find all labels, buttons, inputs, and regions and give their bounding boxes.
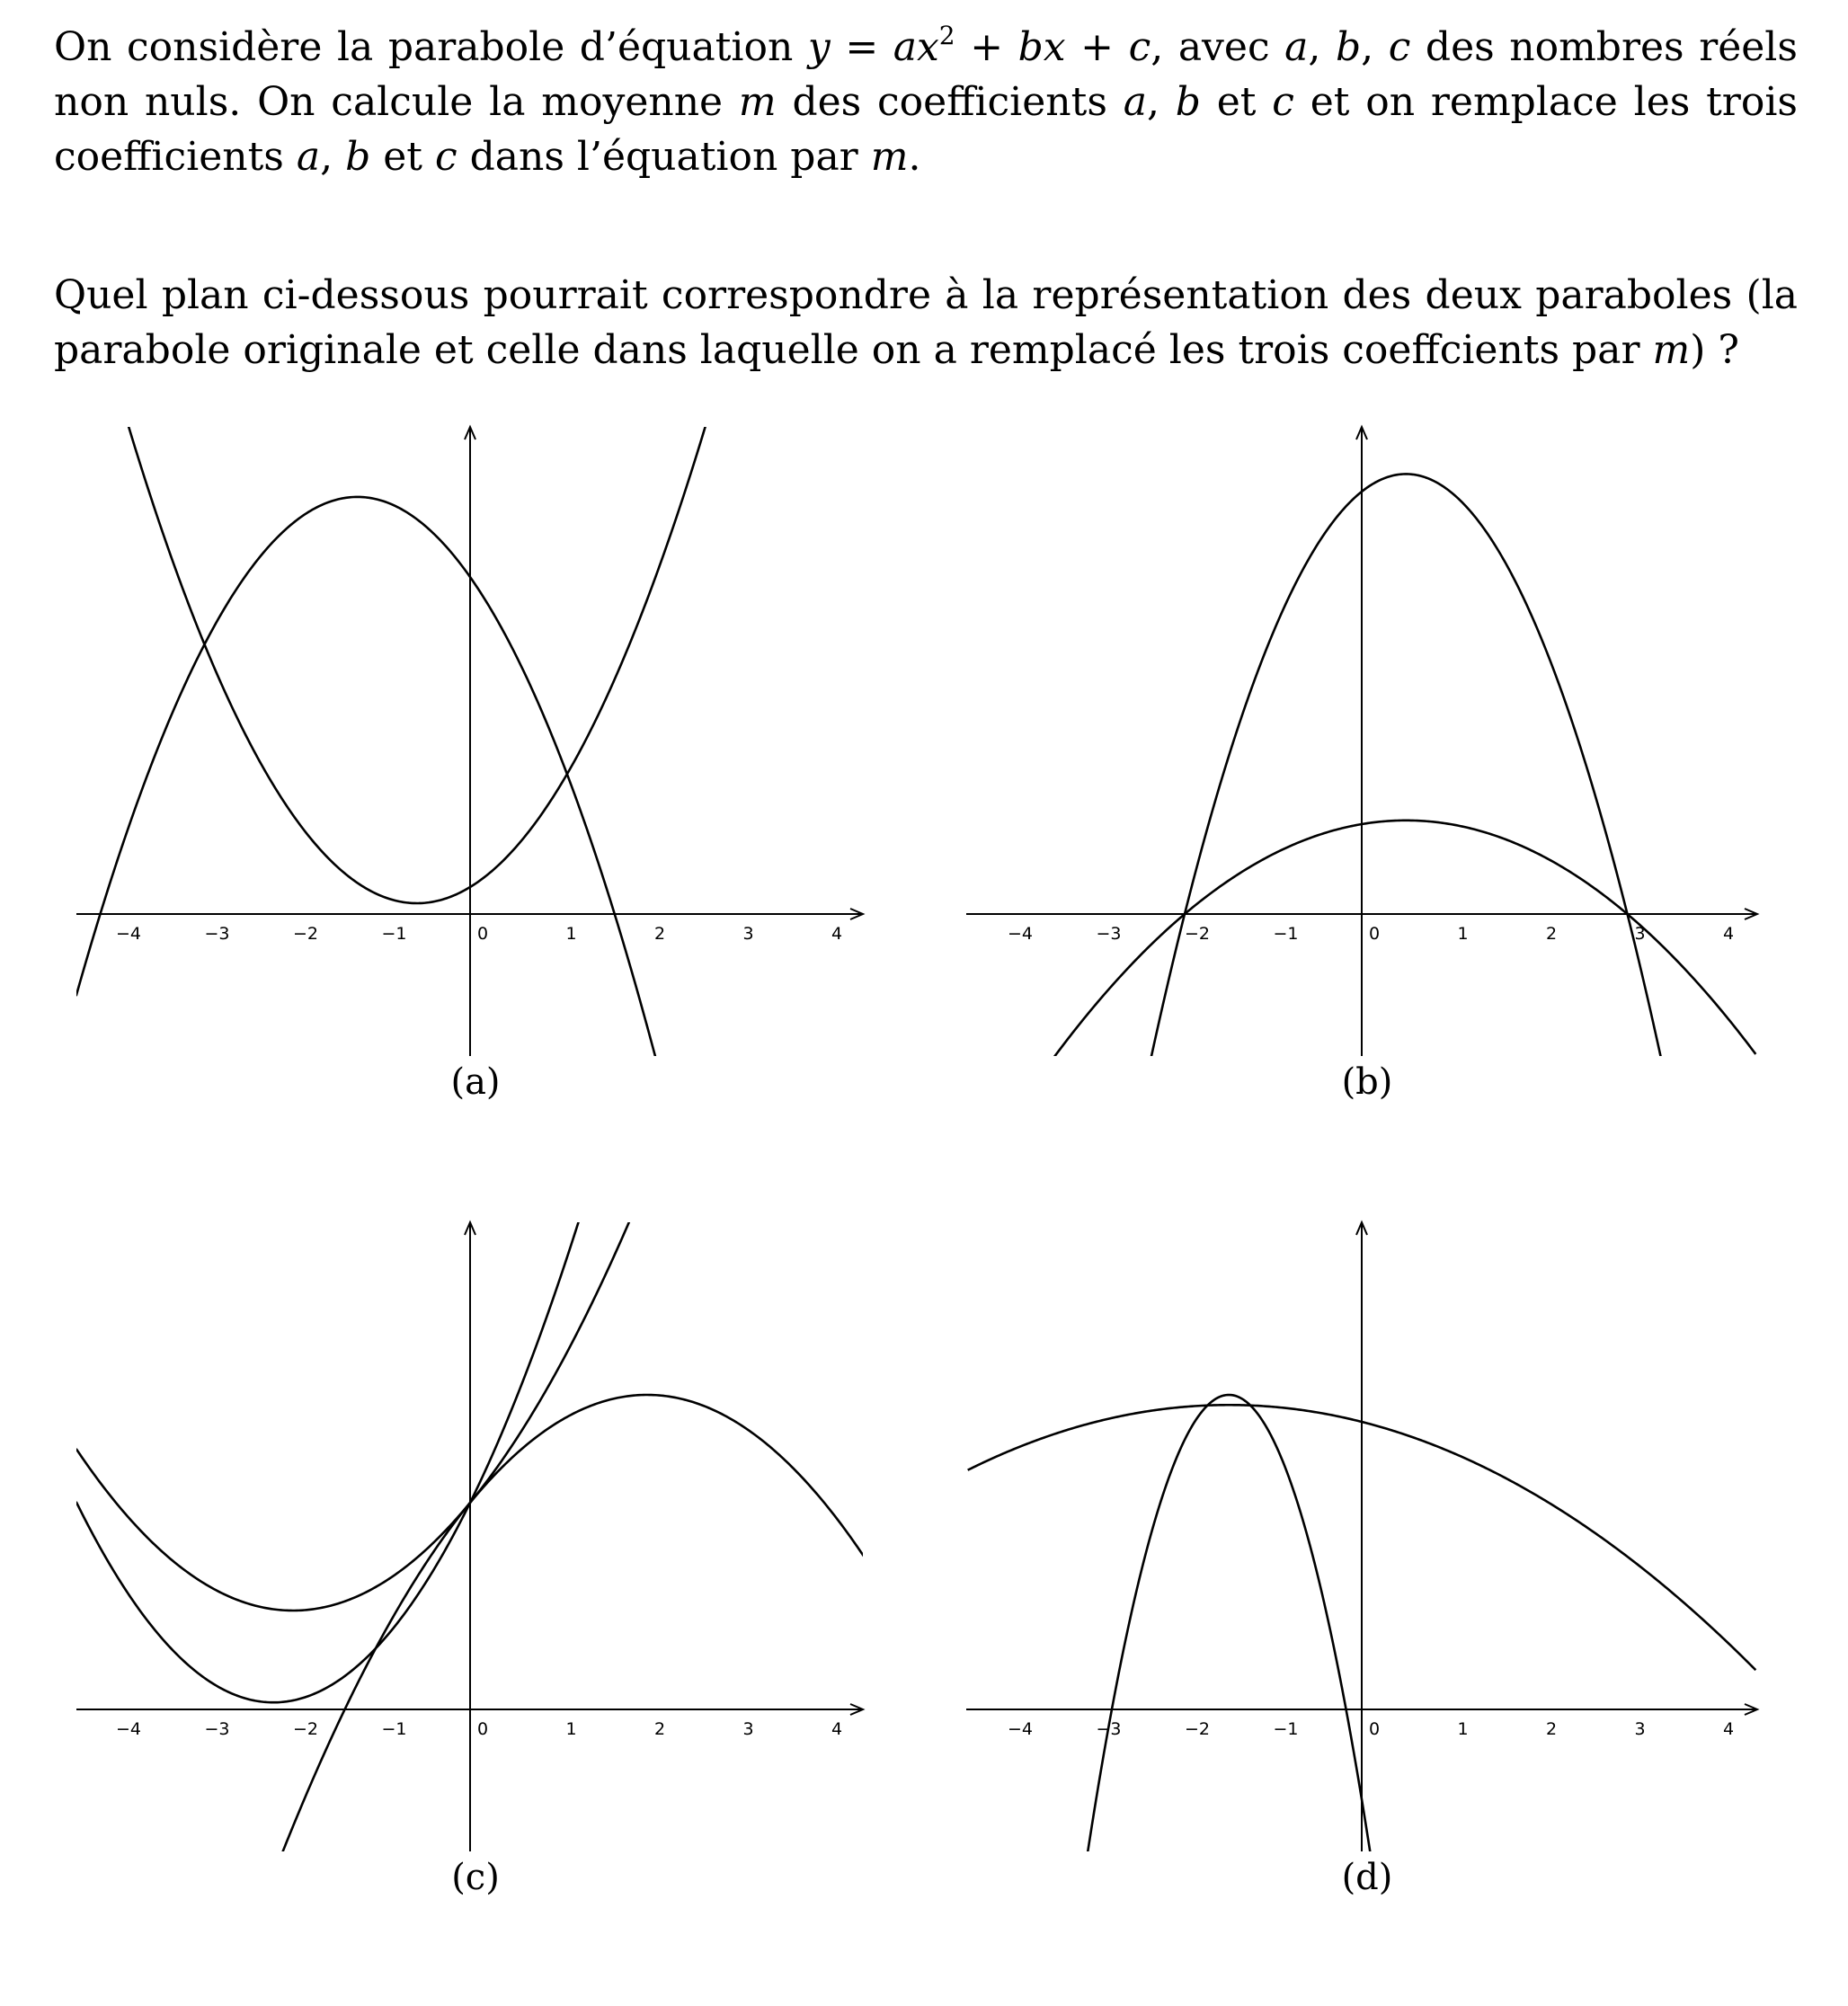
math-symbol: b bbox=[1335, 24, 1362, 70]
x-tick-label: −4 bbox=[115, 1719, 142, 1739]
math-symbol: y bbox=[807, 24, 831, 70]
text-run: + bbox=[1065, 24, 1129, 70]
math-symbol: m bbox=[870, 134, 909, 180]
x-tick-label: 2 bbox=[653, 1719, 666, 1739]
x-tick-label: 2 bbox=[1545, 924, 1558, 944]
figure-caption: (a) bbox=[450, 1061, 501, 1103]
math-symbol: bx bbox=[1017, 24, 1066, 70]
math-symbol: b bbox=[345, 134, 371, 180]
x-tick-label: 4 bbox=[1722, 1719, 1735, 1739]
chart-d bbox=[966, 1222, 1757, 1979]
text-run: , bbox=[320, 134, 346, 180]
x-tick-label: 4 bbox=[1722, 924, 1735, 944]
text-run: = bbox=[830, 24, 893, 70]
math-symbol: b bbox=[1175, 79, 1201, 125]
figure-caption: (b) bbox=[1341, 1061, 1393, 1103]
text-run: , bbox=[1361, 24, 1389, 70]
math-symbol: ax bbox=[893, 24, 939, 70]
x-tick-label: 0 bbox=[476, 1719, 489, 1739]
text-run: et bbox=[370, 134, 435, 180]
x-tick-label: 0 bbox=[1368, 924, 1381, 944]
x-tick-label: −1 bbox=[1273, 1719, 1299, 1739]
figure-caption: (c) bbox=[451, 1857, 500, 1898]
math-symbol: a bbox=[1123, 79, 1147, 125]
text-run: ) ? bbox=[1690, 327, 1739, 373]
text-run: et on remplace les trois coefficients bbox=[54, 79, 1798, 180]
x-tick-label: 3 bbox=[742, 924, 754, 944]
text-run: , avec bbox=[1151, 24, 1285, 70]
x-tick-label: 1 bbox=[1457, 1719, 1469, 1739]
text-run: des nombres réels non nuls. On calcule la moyenne bbox=[54, 24, 1798, 125]
text-run: . bbox=[908, 134, 921, 180]
text-run: et bbox=[1200, 79, 1273, 125]
text-run: + bbox=[955, 24, 1018, 70]
math-symbol: c bbox=[434, 134, 458, 180]
x-tick-label: 1 bbox=[565, 924, 577, 944]
x-tick-label: −3 bbox=[1096, 924, 1122, 944]
x-tick-label: −1 bbox=[381, 924, 407, 944]
x-tick-label: 2 bbox=[1545, 1719, 1558, 1739]
text-run: , bbox=[1146, 79, 1176, 125]
x-tick-label: 4 bbox=[831, 1719, 843, 1739]
math-symbol: a bbox=[296, 134, 321, 180]
x-tick-label: −4 bbox=[1007, 924, 1034, 944]
x-tick-label: −2 bbox=[1184, 924, 1211, 944]
x-tick-label: −2 bbox=[1184, 1719, 1211, 1739]
x-tick-label: 3 bbox=[1634, 924, 1646, 944]
math-symbol: m bbox=[1652, 327, 1691, 373]
text-run: des coefficients bbox=[776, 79, 1124, 125]
x-tick-label: 1 bbox=[565, 1719, 577, 1739]
math-symbol: c bbox=[1272, 79, 1294, 125]
text-run: , bbox=[1308, 24, 1336, 70]
figure-caption: (d) bbox=[1341, 1857, 1393, 1898]
chart-a bbox=[76, 105, 865, 1184]
x-tick-label: 3 bbox=[742, 1719, 754, 1739]
math-symbol: c bbox=[1388, 24, 1411, 70]
math-symbol: c bbox=[1128, 24, 1151, 70]
math-exponent: 2 bbox=[938, 21, 955, 50]
x-tick-label: −3 bbox=[204, 924, 230, 944]
x-tick-label: 2 bbox=[653, 924, 666, 944]
text-run: dans l’équation par bbox=[457, 134, 871, 180]
x-tick-label: −1 bbox=[381, 1719, 407, 1739]
x-tick-label: −1 bbox=[1273, 924, 1299, 944]
text-run: Quel plan ci-dessous pourrait correspondre à la représentation des deux paraboles (la parabole originale et celle dans laquelle on a remplacé les trois coeffcients par bbox=[54, 272, 1798, 373]
math-symbol: m bbox=[738, 79, 777, 125]
text-run: On considère la parabole d’équation bbox=[54, 24, 808, 70]
x-tick-label: 3 bbox=[1634, 1719, 1646, 1739]
chart-b bbox=[966, 427, 1757, 1184]
x-tick-label: 0 bbox=[1368, 1719, 1381, 1739]
x-tick-label: −2 bbox=[292, 1719, 319, 1739]
x-tick-label: 4 bbox=[831, 924, 843, 944]
x-tick-label: −3 bbox=[1096, 1719, 1122, 1739]
x-tick-label: 1 bbox=[1457, 924, 1469, 944]
x-tick-label: −3 bbox=[204, 1719, 230, 1739]
x-tick-label: −4 bbox=[115, 924, 142, 944]
x-tick-label: −2 bbox=[292, 924, 319, 944]
math-symbol: a bbox=[1284, 24, 1309, 70]
x-tick-label: −4 bbox=[1007, 1719, 1034, 1739]
x-tick-label: 0 bbox=[476, 924, 489, 944]
